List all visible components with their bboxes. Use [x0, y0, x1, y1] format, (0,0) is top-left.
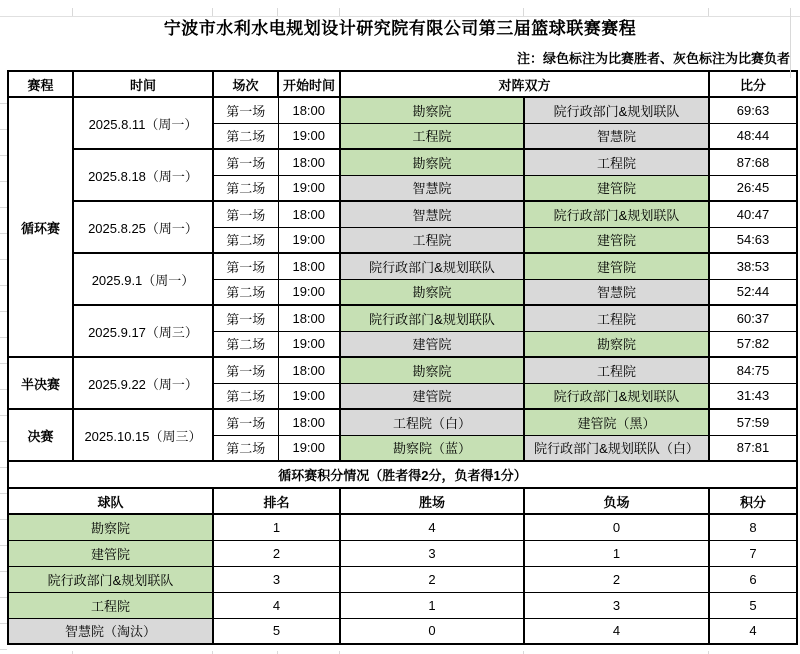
page-title: 宁波市水利水电规划设计研究院有限公司第三届篮球联赛赛程	[163, 19, 637, 38]
match-start-time: 19:00	[278, 227, 340, 253]
standings-losses: 0	[524, 514, 709, 540]
match-score: 57:59	[709, 409, 797, 435]
match-row	[8, 305, 797, 331]
match-session: 第一场	[213, 253, 278, 279]
col-header-score: 比分	[709, 71, 797, 97]
standings-row	[8, 566, 797, 592]
col-header-session: 场次	[213, 71, 278, 97]
match-team1: 勘察院	[340, 149, 524, 175]
standings-rank: 2	[213, 540, 340, 566]
match-row	[8, 357, 797, 383]
standings-section-row	[8, 461, 797, 488]
standings-losses: 3	[524, 592, 709, 618]
standings-losses: 4	[524, 618, 709, 644]
standings-points: 7	[709, 540, 797, 566]
match-session: 第一场	[213, 357, 278, 383]
standings-header-points: 积分	[709, 488, 797, 514]
standings-wins: 3	[340, 540, 524, 566]
stage-cell-semifinal: 半决赛	[8, 357, 73, 409]
match-team2: 建管院	[524, 175, 709, 201]
stage-cell-final: 决赛	[8, 409, 73, 461]
standings-team: 院行政部门&规划联队	[8, 566, 213, 592]
match-row	[8, 253, 797, 279]
standings-header-row	[8, 488, 797, 514]
match-row	[8, 149, 797, 175]
match-team2: 工程院	[524, 357, 709, 383]
match-start-time: 19:00	[278, 331, 340, 357]
standings-rank: 5	[213, 618, 340, 644]
gridline	[0, 16, 800, 17]
match-session: 第二场	[213, 435, 278, 461]
standings-points: 4	[709, 618, 797, 644]
standings-team: 建管院	[8, 540, 213, 566]
match-team1: 工程院	[340, 123, 524, 149]
standings-team: 勘察院	[8, 514, 213, 540]
match-start-time: 19:00	[278, 435, 340, 461]
standings-header-team: 球队	[8, 488, 213, 514]
col-header-stage: 赛程	[8, 71, 73, 97]
match-session: 第二场	[213, 175, 278, 201]
standings-wins: 4	[340, 514, 524, 540]
match-team2: 院行政部门&规划联队（白）	[524, 435, 709, 461]
standings-wins: 0	[340, 618, 524, 644]
match-team1: 工程院	[340, 227, 524, 253]
gridline	[0, 78, 7, 651]
match-session: 第二场	[213, 123, 278, 149]
match-team1: 院行政部门&规划联队	[340, 253, 524, 279]
match-team1: 工程院（白）	[340, 409, 524, 435]
match-date: 2025.9.1（周一）	[73, 253, 213, 305]
match-score: 57:82	[709, 331, 797, 357]
match-score: 54:63	[709, 227, 797, 253]
match-start-time: 18:00	[278, 97, 340, 123]
match-date: 2025.9.17（周三）	[73, 305, 213, 357]
match-team1: 勘察院	[340, 357, 524, 383]
match-score: 48:44	[709, 123, 797, 149]
gridline	[339, 8, 340, 16]
match-session: 第二场	[213, 383, 278, 409]
col-header-date: 时间	[73, 71, 213, 97]
standings-row	[8, 618, 797, 644]
standings-header-wins: 胜场	[340, 488, 524, 514]
match-team2: 智慧院	[524, 279, 709, 305]
match-start-time: 19:00	[278, 383, 340, 409]
match-score: 69:63	[709, 97, 797, 123]
standings-row	[8, 540, 797, 566]
match-team1: 建管院	[340, 383, 524, 409]
match-start-time: 18:00	[278, 201, 340, 227]
standings-losses: 1	[524, 540, 709, 566]
match-start-time: 19:00	[278, 175, 340, 201]
match-team1: 勘察院	[340, 97, 524, 123]
match-team2: 智慧院	[524, 123, 709, 149]
match-team2: 工程院	[524, 305, 709, 331]
schedule-table	[7, 70, 798, 645]
match-session: 第一场	[213, 305, 278, 331]
standings-points: 5	[709, 592, 797, 618]
match-score: 87:81	[709, 435, 797, 461]
match-team2: 院行政部门&规划联队	[524, 201, 709, 227]
match-session: 第二场	[213, 279, 278, 305]
match-start-time: 19:00	[278, 123, 340, 149]
match-row	[8, 409, 797, 435]
match-score: 87:68	[709, 149, 797, 175]
legend-note: 注：绿色标注为比赛胜者、灰色标注为比赛负者	[516, 51, 790, 66]
standings-section-title: 循环赛积分情况（胜者得2分，负者得1分）	[8, 461, 797, 488]
match-team2: 院行政部门&规划联队	[524, 383, 709, 409]
match-start-time: 18:00	[278, 149, 340, 175]
col-header-matchup: 对阵双方	[340, 71, 709, 97]
match-team2: 建管院	[524, 227, 709, 253]
standings-team: 工程院	[8, 592, 213, 618]
standings-rank: 4	[213, 592, 340, 618]
match-session: 第二场	[213, 331, 278, 357]
standings-header-rank: 排名	[213, 488, 340, 514]
match-team2: 工程院	[524, 149, 709, 175]
match-session: 第二场	[213, 227, 278, 253]
match-start-time: 18:00	[278, 357, 340, 383]
gridline	[708, 8, 709, 16]
standings-row	[8, 514, 797, 540]
match-session: 第一场	[213, 201, 278, 227]
match-session: 第一场	[213, 97, 278, 123]
match-score: 26:45	[709, 175, 797, 201]
match-row	[8, 201, 797, 227]
standings-team: 智慧院（淘汰）	[8, 618, 213, 644]
gridline	[790, 8, 791, 78]
match-team1: 建管院	[340, 331, 524, 357]
standings-wins: 1	[340, 592, 524, 618]
match-session: 第一场	[213, 409, 278, 435]
gridline	[523, 8, 524, 16]
match-team2: 院行政部门&规划联队	[524, 97, 709, 123]
match-date: 2025.8.11（周一）	[73, 97, 213, 149]
match-score: 38:53	[709, 253, 797, 279]
match-start-time: 18:00	[278, 305, 340, 331]
match-start-time: 18:00	[278, 409, 340, 435]
match-session: 第一场	[213, 149, 278, 175]
match-score: 60:37	[709, 305, 797, 331]
match-team2: 勘察院	[524, 331, 709, 357]
match-start-time: 19:00	[278, 279, 340, 305]
match-team1: 勘察院（蓝）	[340, 435, 524, 461]
match-date: 2025.10.15（周三）	[73, 409, 213, 461]
match-team1: 智慧院	[340, 201, 524, 227]
match-date: 2025.8.25（周一）	[73, 201, 213, 253]
gridline	[277, 8, 278, 16]
match-team2: 建管院	[524, 253, 709, 279]
standings-points: 6	[709, 566, 797, 592]
match-row	[8, 97, 797, 123]
col-header-start-time: 开始时间	[278, 71, 340, 97]
standings-rank: 1	[213, 514, 340, 540]
standings-header-losses: 负场	[524, 488, 709, 514]
match-team1: 院行政部门&规划联队	[340, 305, 524, 331]
stage-cell-round-robin: 循环赛	[8, 97, 73, 357]
gridline	[212, 8, 213, 16]
match-score: 40:47	[709, 201, 797, 227]
standings-row	[8, 592, 797, 618]
standings-losses: 2	[524, 566, 709, 592]
match-team1: 勘察院	[340, 279, 524, 305]
match-date: 2025.8.18（周一）	[73, 149, 213, 201]
match-date: 2025.9.22（周一）	[73, 357, 213, 409]
standings-rank: 3	[213, 566, 340, 592]
gridline	[72, 8, 73, 16]
match-start-time: 18:00	[278, 253, 340, 279]
standings-wins: 2	[340, 566, 524, 592]
schedule-header-row	[8, 71, 797, 97]
match-team2: 建管院（黑）	[524, 409, 709, 435]
standings-points: 8	[709, 514, 797, 540]
match-team1: 智慧院	[340, 175, 524, 201]
match-score: 52:44	[709, 279, 797, 305]
match-score: 84:75	[709, 357, 797, 383]
match-score: 31:43	[709, 383, 797, 409]
